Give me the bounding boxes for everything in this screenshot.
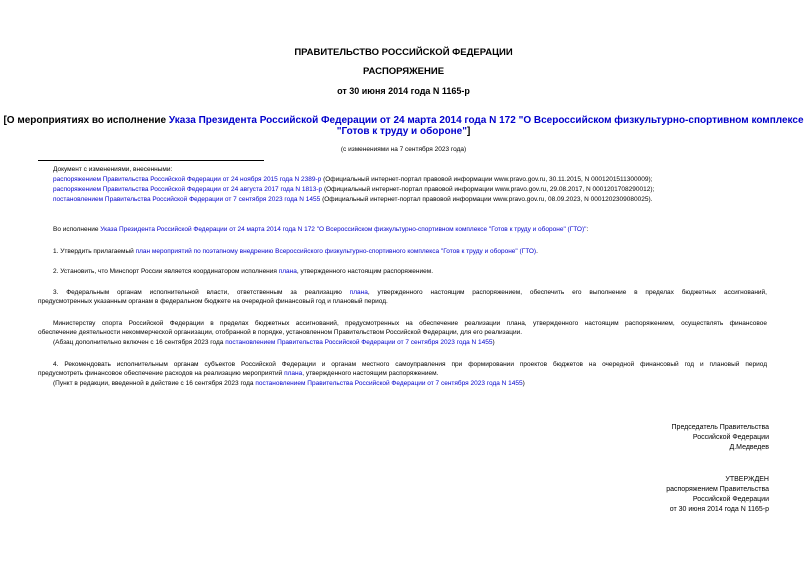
- approved-line: Российской Федерации: [692, 496, 769, 503]
- amendment-link[interactable]: постановлением Правительства Российской Федерации от 7 сентября 2023 года N 1455: [255, 380, 523, 387]
- edition-note: (с изменениями на 7 сентября 2023 года): [340, 146, 467, 153]
- plan-link[interactable]: план мероприятий по поэтапному внедрению Всероссийского физкультурно-спортивного комплекса "Готов к труду и обороне" (ГТО): [135, 248, 537, 255]
- note-text: (Пункт в редакции, введенной в действие с 16 сентября 2023 года: [53, 380, 256, 387]
- change-link[interactable]: распоряжением Правительства Российской Федерации от 24 августа 2017 года N 1813-р: [53, 186, 323, 193]
- approved-date: от 30 июня 2014 года N 1165-р: [669, 506, 769, 513]
- item-3-line1: [53, 289, 767, 296]
- item-3a-line1: Министерству спорта Российской Федерации в пределах бюджетных ассигнований, предусмотренных на обеспечение реализации плана, утвержденного настоящим распоряжением, осуществлять финансовое: [53, 320, 767, 327]
- item-2-end: , утвержденного настоящим распоряжением.: [296, 268, 434, 275]
- signature-name: Д.Медведев: [729, 444, 769, 451]
- item-1-text: 1. Утвердить прилагаемый: [53, 248, 136, 255]
- item-3-line2: предусмотренных указанным органам в федеральном бюджете на очередной финансовый год и плановый период.: [38, 298, 388, 305]
- change-source: (Официальный интернет-портал правовой информации www.pravo.gov.ru, 30.11.2015, N 0001201511300009);: [321, 176, 653, 183]
- intro-text-end: :: [586, 226, 589, 233]
- item-2-text: 2. Установить, что Минспорт России является координатором исполнения: [53, 268, 279, 275]
- item-3-text-cont: , утвержденного настоящим распоряжением, обеспечить его выполнение в пределах бюджетных ассигнований,: [367, 289, 767, 296]
- title-close: ]: [466, 126, 471, 137]
- approved-line: распоряжением Правительства: [666, 486, 769, 493]
- item-1-end: .: [536, 248, 538, 255]
- amendment-link[interactable]: постановлением Правительства Российской Федерации от 7 сентября 2023 года N 1455: [225, 339, 493, 346]
- signature-title: Председатель Правительства: [671, 424, 769, 431]
- title-decree-link-cont[interactable]: "Готов к труду и обороне": [336, 126, 467, 137]
- plan-link[interactable]: плана: [284, 370, 303, 377]
- intro-paragraph: [53, 226, 588, 233]
- org-name: ПРАВИТЕЛЬСТВО РОССИЙСКОЙ ФЕДЕРАЦИИ: [294, 47, 513, 58]
- change-link[interactable]: распоряжением Правительства Российской Федерации от 24 ноября 2015 года N 2389-р: [53, 176, 322, 183]
- item-1: [53, 248, 538, 255]
- intro-decree-link[interactable]: Указа Президента Российской Федерации от 24 марта 2014 года N 172 "О Всероссийском физкультурно-спортивном комплексе "Готов к труду и обороне" (ГТО)": [100, 226, 587, 233]
- item-3-text: 3. Федеральным органам исполнительной власти, ответственным за реализацию: [53, 289, 350, 296]
- item-3a-line2: обеспечение деятельности некоммерческой организации, отобранной в порядке, установленном Правительством Российской Федерации, для его реализации.: [38, 329, 523, 336]
- plan-link[interactable]: плана: [278, 268, 297, 275]
- changes-heading: Документ с изменениями, внесенными:: [53, 166, 173, 173]
- title-decree-link[interactable]: Указа Президента Российской Федерации от 24 марта 2014 года N 172 "О Всероссийском физкультурно-спортивном комплексе: [168, 115, 804, 126]
- doc-date-number: от 30 июня 2014 года N 1165-р: [337, 86, 470, 96]
- item-4-line2: [38, 370, 438, 377]
- item-2: [53, 268, 433, 275]
- item-4-line1: 4. Рекомендовать исполнительным органам субъектов Российской Федерации и органам местного самоуправления при формировании проектов бюджетов на очередной финансовый год и плановый период: [53, 361, 767, 368]
- approved-heading: УТВЕРЖДЕН: [725, 476, 769, 483]
- title-open: [О мероприятиях во исполнение: [3, 115, 169, 126]
- change-item: [53, 186, 654, 193]
- item-3a-note: [53, 339, 495, 346]
- item-4-text: предусмотреть финансовое обеспечение расходов на реализацию мероприятий: [38, 370, 285, 377]
- change-link[interactable]: постановлением Правительства Российской Федерации от 7 сентября 2023 года N 1455: [53, 196, 321, 203]
- item-4-end: , утвержденного настоящим распоряжением.: [302, 370, 439, 377]
- doc-title-line2: [0, 126, 807, 137]
- signature-title-2: Российской Федерации: [692, 434, 769, 441]
- item-4-note: [53, 380, 525, 387]
- doc-type: РАСПОРЯЖЕНИЕ: [362, 66, 445, 77]
- note-end: ): [492, 339, 495, 346]
- change-source: (Официальный интернет-портал правовой информации www.pravo.gov.ru, 08.09.2023, N 0001202309080025).: [320, 196, 653, 203]
- divider: [38, 160, 264, 161]
- intro-text: Во исполнение: [53, 226, 101, 233]
- note-text: (Абзац дополнительно включен с 16 сентября 2023 года: [53, 339, 226, 346]
- plan-link[interactable]: плана: [349, 289, 368, 296]
- note-end: ): [522, 380, 525, 387]
- doc-title-line1: [0, 115, 807, 126]
- change-source: (Официальный интернет-портал правовой информации www.pravo.gov.ru, 29.08.2017, N 0001201708290012);: [322, 186, 655, 193]
- change-item: [53, 196, 652, 203]
- change-item: [53, 176, 652, 183]
